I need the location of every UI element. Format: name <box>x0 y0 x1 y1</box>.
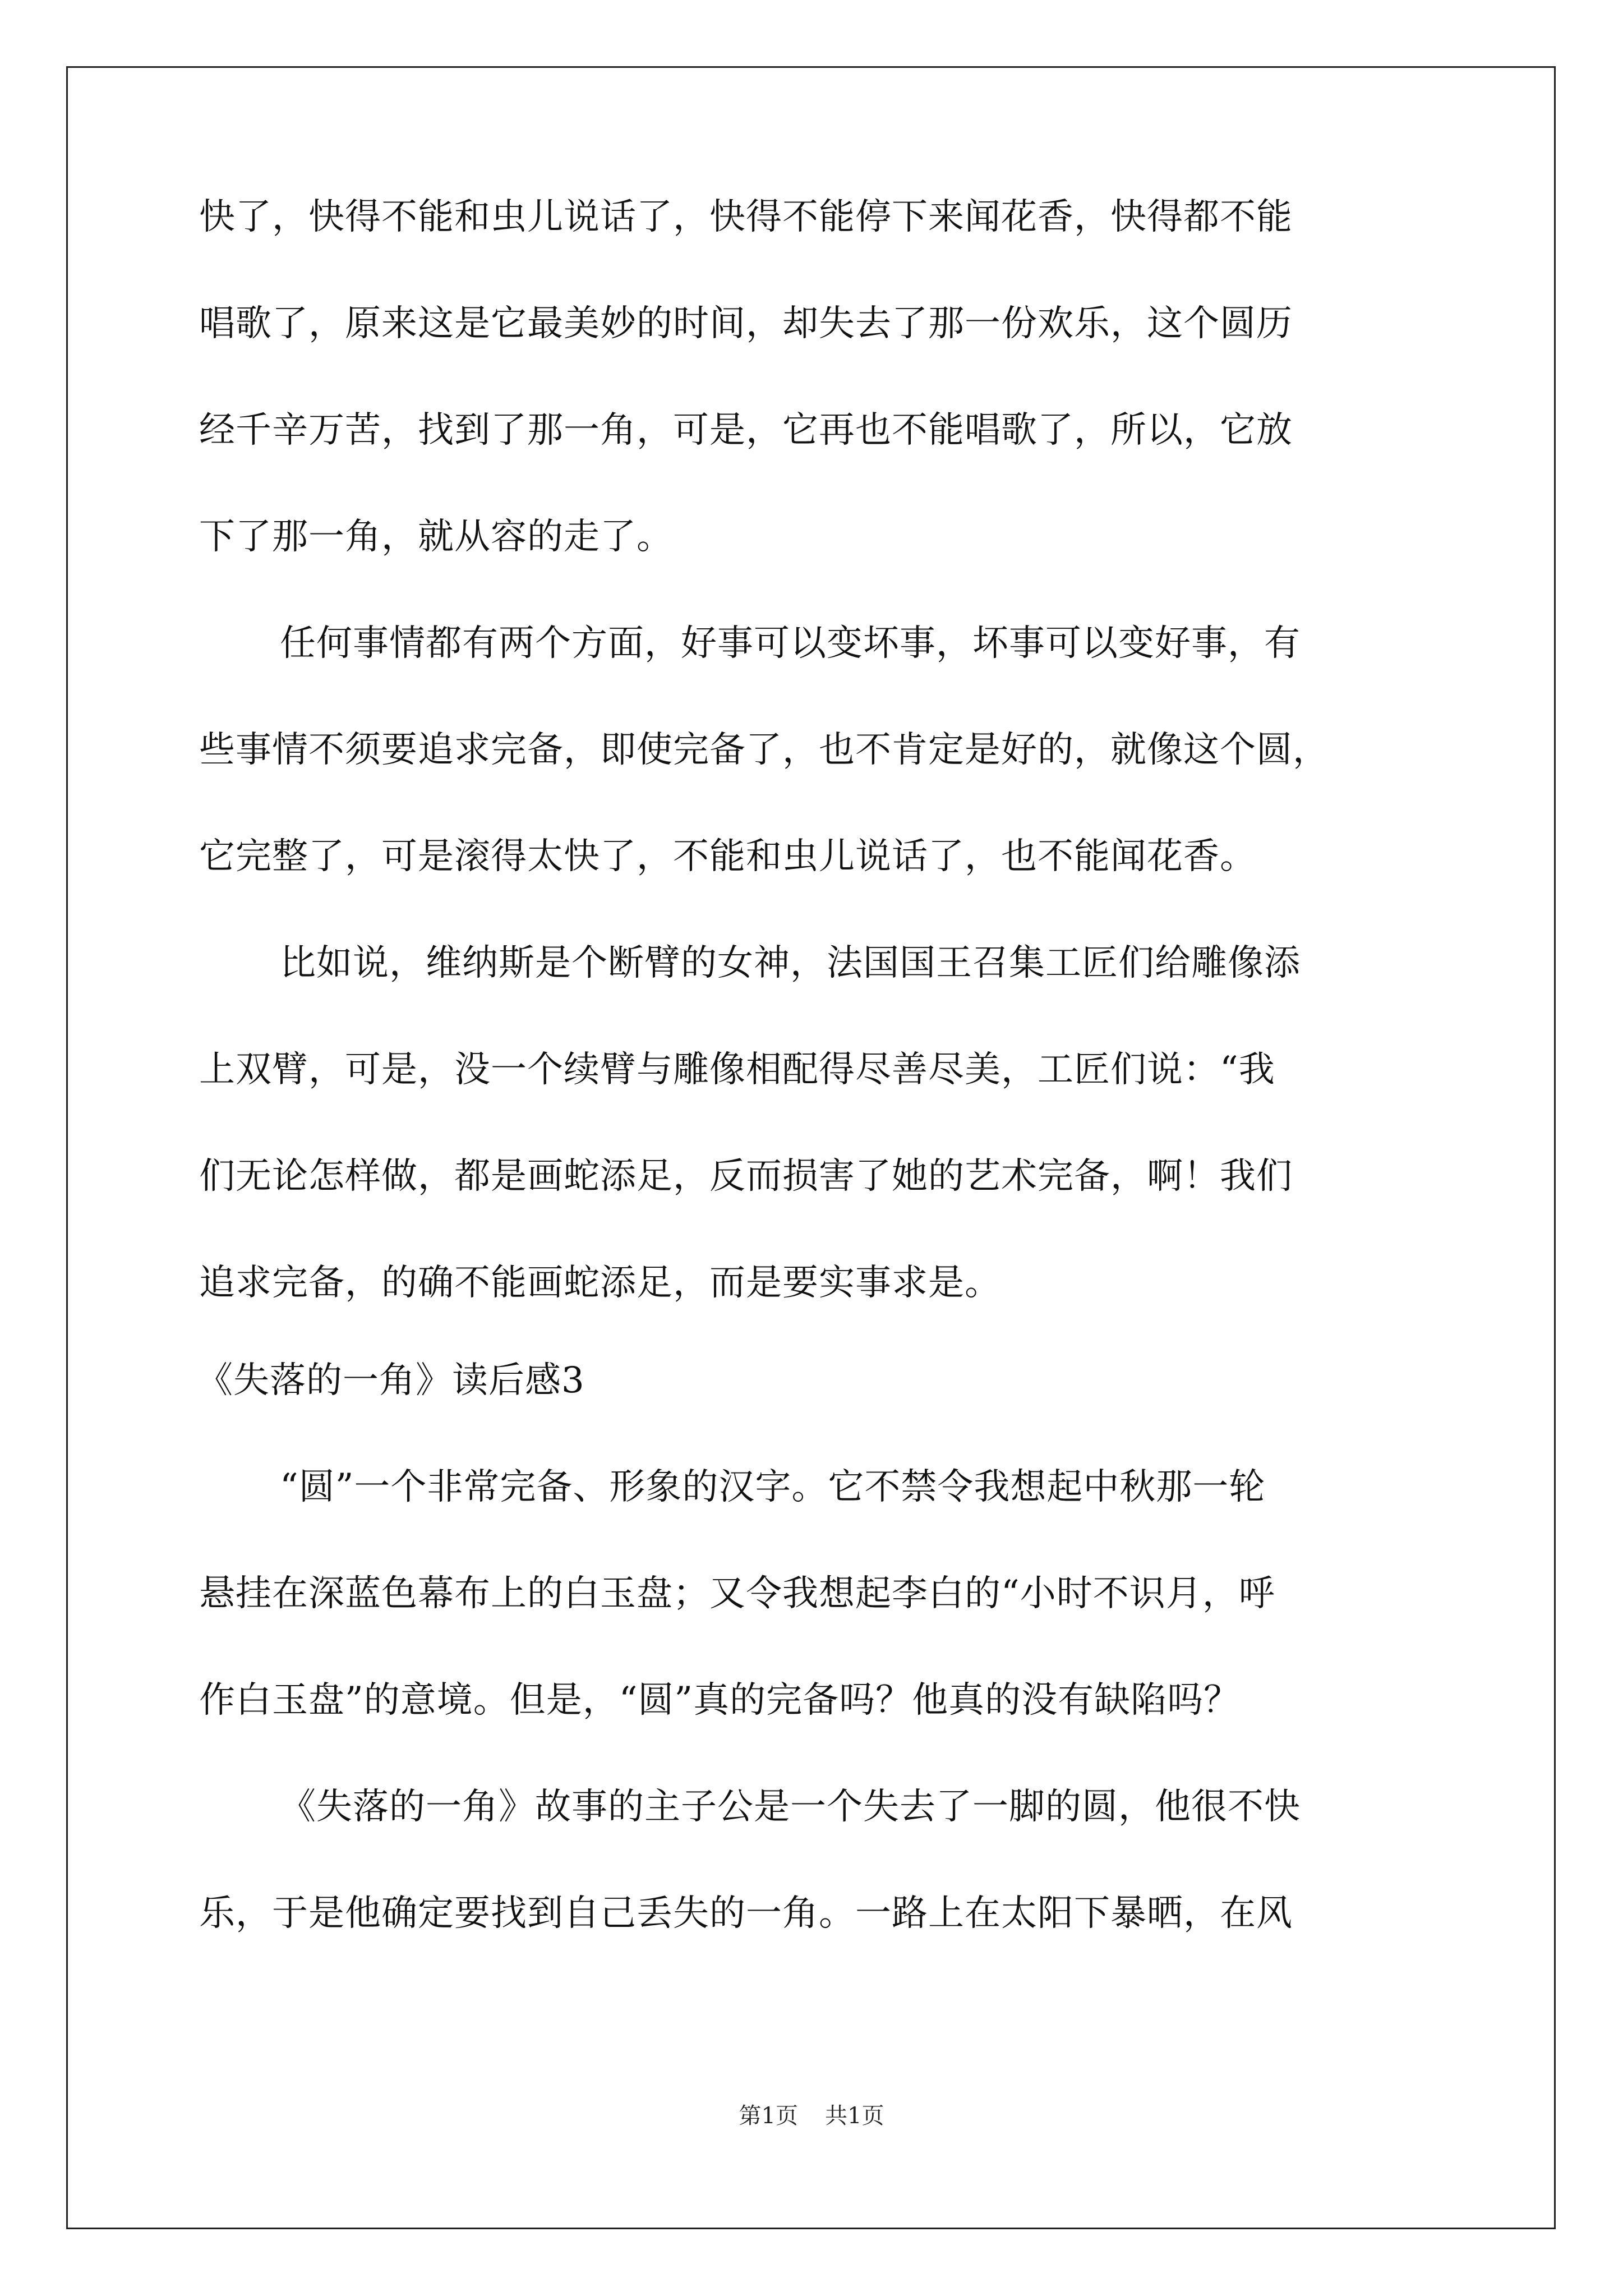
text-line: 们无论怎样做，都是画蛇添足，反而损害了她的艺术完备，啊！我们 <box>199 1156 1293 1197</box>
text-line: 比如说，维纳斯是个断臂的女神，法国国王召集工匠们给雕像添 <box>280 942 1301 984</box>
document-body <box>197 196 1433 1934</box>
paragraph <box>199 1466 1433 1721</box>
page-footer <box>0 2105 1623 2127</box>
text-line: 下了那一角，就从容的走了。 <box>199 516 673 558</box>
text-line: 追求完备，的确不能画蛇添足，而是要实事求是。 <box>199 1262 1001 1304</box>
paragraph <box>199 196 1433 558</box>
text-line: 快了，快得不能和虫儿说话了，快得不能停下来闻花香，快得都不能 <box>199 196 1293 238</box>
text-line: 作白玉盘”的意境。但是，“圆”真的完备吗？他真的没有缺陷吗？ <box>199 1680 1241 1721</box>
page-number: 第1页 <box>739 2103 798 2129</box>
paragraph <box>199 625 1433 875</box>
text-line: 上双臂，可是，没一个续臂与雕像相配得尽善尽美，工匠们说：“我 <box>199 1049 1275 1091</box>
page-total: 共1页 <box>825 2103 884 2129</box>
text-line: 悬挂在深蓝色幕布上的白玉盘；又令我想起李白的“小时不识月，呼 <box>199 1573 1275 1614</box>
text-line: “圆”一个非常完备、形象的汉字。它不禁令我想起中秋那一轮 <box>280 1466 1266 1508</box>
text-line: 任何事情都有两个方面，好事可以变坏事，坏事可以变好事，有 <box>280 623 1301 664</box>
text-line: 唱歌了，原来这是它最美妙的时间，却失去了那一份欢乐，这个圆历 <box>199 303 1293 344</box>
text-line: 乐，于是他确定要找到自己丢失的一角。一路上在太阳下暴晒，在风 <box>199 1893 1293 1934</box>
text-line: 《失落的一角》故事的主子公是一个失去了一脚的圆，他很不快 <box>280 1786 1301 1828</box>
paragraph <box>199 942 1433 1304</box>
text-line: 经千辛万苦，找到了那一角，可是，它再也不能唱歌了，所以，它放 <box>199 409 1293 451</box>
paragraph <box>199 1786 1433 1934</box>
text-line: 它完整了，可是滚得太快了，不能和虫儿说话了，也不能闻花香。 <box>199 836 1256 877</box>
section-title: 《失落的一角》读后感3 <box>197 1360 585 1401</box>
text-line: 些事情不须要追求完备，即使完备了，也不肯定是好的，就像这个圆， <box>199 729 1329 771</box>
